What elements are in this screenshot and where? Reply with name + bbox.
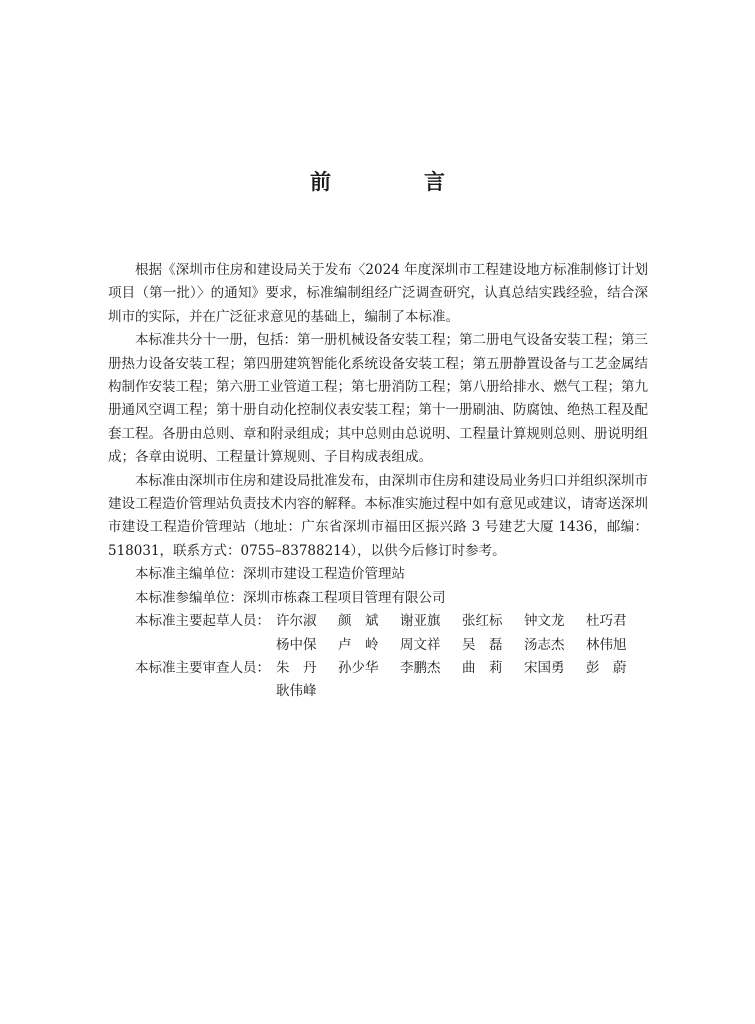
drafters-label: 本标准主要起草人员： bbox=[135, 613, 270, 630]
drafter-name: 颜 斌 bbox=[338, 613, 379, 630]
drafter-name: 吴 磊 bbox=[462, 636, 503, 653]
reviewers-label: 本标准主要审查人员： bbox=[135, 659, 270, 676]
reviewer-name: 宋国勇 bbox=[524, 659, 565, 676]
drafters-list bbox=[276, 610, 648, 657]
reviewer-name: 耿伟峰 bbox=[276, 683, 317, 700]
page-title: 前 言 bbox=[310, 170, 481, 194]
drafter-name: 钟文龙 bbox=[524, 613, 565, 630]
drafter-name: 卢 岭 bbox=[338, 636, 379, 653]
drafter-name: 杨中保 bbox=[276, 636, 317, 653]
reviewer-name: 彭 蔚 bbox=[586, 659, 627, 676]
reviewer-name: 朱 丹 bbox=[276, 659, 317, 676]
reviewer-name: 孙少华 bbox=[338, 659, 379, 676]
drafter-name: 汤志杰 bbox=[524, 636, 565, 653]
reviewer-name: 李鹏杰 bbox=[400, 659, 441, 676]
reviewers-row bbox=[108, 657, 648, 704]
co-editor-unit: 本标准参编单位：深圳市栋森工程项目管理有限公司 bbox=[135, 589, 446, 606]
chief-editor-unit: 本标准主编单位：深圳市建设工程造价管理站 bbox=[135, 566, 405, 583]
reviewer-name: 曲 莉 bbox=[462, 659, 503, 676]
drafter-name: 许尔淑 bbox=[276, 613, 317, 630]
drafter-name: 杜巧君 bbox=[586, 613, 627, 630]
drafters-row bbox=[108, 610, 648, 657]
paragraph-approval: 本标准由深圳市住房和建设局批准发布，由深圳市住房和建设局业务归口并组织深圳市建设工程造价管理站负责技术内容的解释。本标准实施过程中如有意见或建议，请寄送深圳市建设工程造价管理站（地址：广东省深圳市福田区振兴路 3 号建艺大厦 1436，邮编：518031，联系方式：0755–83788214），以供今后修订时参考。 bbox=[108, 472, 648, 559]
drafter-name: 谢亚旗 bbox=[400, 613, 441, 630]
paragraph-volumes: 本标准共分十一册，包括：第一册机械设备安装工程；第二册电气设备安装工程；第三册热力设备安装工程；第四册建筑智能化系统设备安装工程；第五册静置设备与工艺金属结构制作安装工程；第六册工业管道工程；第七册消防工程；第八册给排水、燃气工程；第九册通风空调工程；第十册自动化控制仪表安装工程；第十一册刷油、防腐蚀、绝热工程及配套工程。各册由总则、章和附录组成；其中总则由总说明、工程量计算规则总则、册说明组成；各章由说明、工程量计算规则、子目构成表组成。 bbox=[108, 332, 648, 466]
preface-body bbox=[108, 259, 648, 704]
drafter-name: 张红标 bbox=[462, 613, 503, 630]
drafter-name: 周文祥 bbox=[400, 636, 441, 653]
drafter-name: 林伟旭 bbox=[586, 636, 627, 653]
paragraph-background: 根据《深圳市住房和建设局关于发布〈2024 年度深圳市工程建设地方标准制修订计划项目（第一批）〉的通知》要求，标准编制组经广泛调查研究，认真总结实践经验，结合深圳市的实际，并在广泛征求意见的基础上，编制了本标准。 bbox=[108, 262, 648, 325]
reviewers-list bbox=[276, 657, 648, 704]
